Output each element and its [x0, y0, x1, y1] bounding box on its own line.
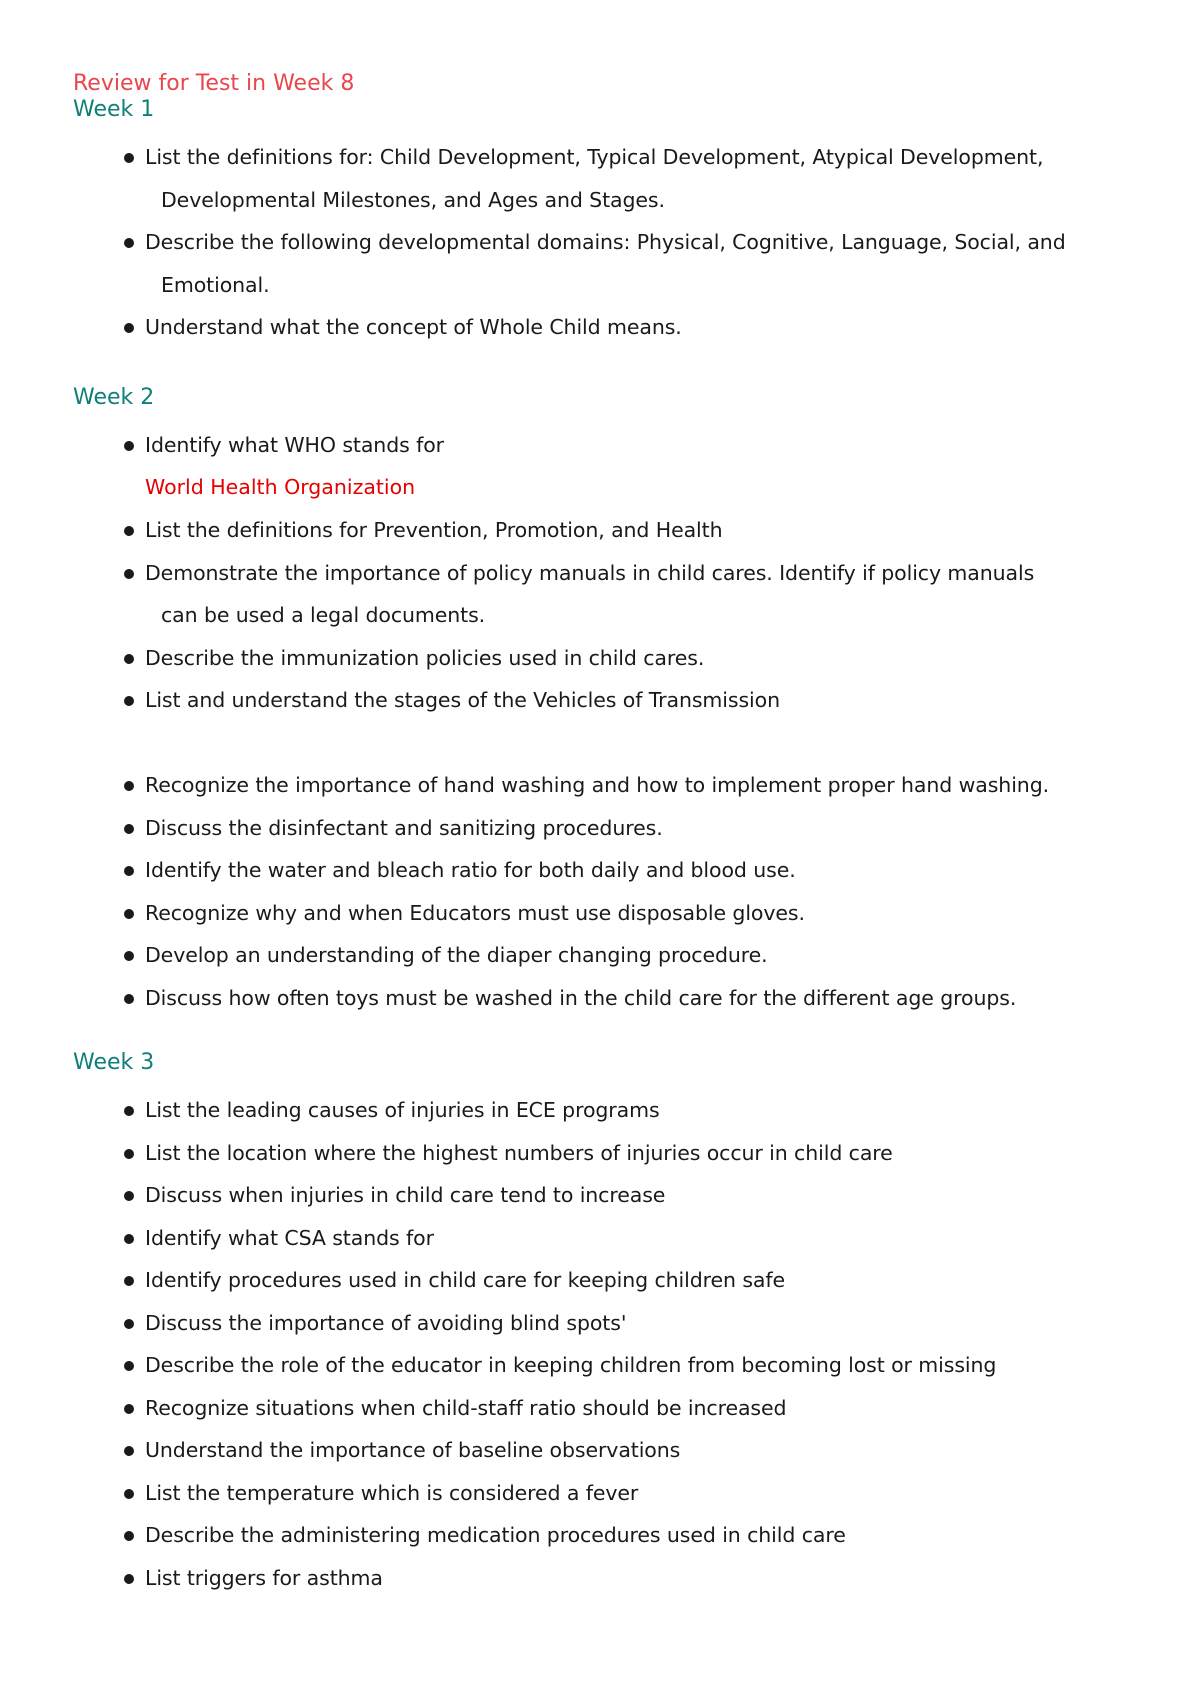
list-item [0, 1514, 1200, 1557]
list-item-text: Demonstrate the importance of policy manuals in child cares. Identify if policy manuals [145, 560, 1035, 585]
list-item-text: Identify the water and bleach ratio for both daily and blood use. [145, 858, 796, 882]
list-item [0, 1174, 1200, 1217]
bullet-icon [124, 951, 134, 961]
list-item [0, 1344, 1200, 1387]
bullet-icon [124, 781, 134, 791]
list-item-text: List and understand the stages of the Vehicles of Transmission [145, 688, 780, 712]
list-item [0, 221, 1200, 306]
list-item-text: Describe the administering medication procedures used in child care [145, 1523, 846, 1547]
week-2-list-b [0, 509, 1200, 722]
week-2-list-c [0, 764, 1200, 1019]
week-2-list-a [0, 424, 1200, 467]
list-item [0, 424, 1200, 467]
list-item [0, 977, 1200, 1020]
list-item-text: Identify procedures used in child care for keeping children safe [145, 1268, 785, 1292]
list-item [0, 509, 1200, 552]
list-item-text: Identify what CSA stands for [145, 1225, 434, 1250]
list-item [0, 1302, 1200, 1345]
list-item [0, 1132, 1200, 1175]
list-item [0, 136, 1200, 221]
bullet-icon [124, 1149, 134, 1159]
bullet-icon [124, 1234, 134, 1244]
list-item [0, 306, 1200, 349]
bullet-icon [124, 866, 134, 876]
bullet-icon [124, 323, 134, 333]
list-item [0, 1089, 1200, 1132]
bullet-icon [124, 1106, 134, 1116]
list-item-text: List the leading causes of injuries in ECE programs [145, 1098, 660, 1122]
document-title: Review for Test in Week 8 [73, 71, 355, 96]
list-item-text: List the temperature which is considered a fever [145, 1480, 639, 1505]
list-item [0, 552, 1200, 637]
bullet-icon [124, 909, 134, 919]
list-item-text: Describe the immunization policies used in child cares. [145, 645, 705, 670]
bullet-icon [124, 1319, 134, 1329]
bullet-icon [124, 1404, 134, 1414]
list-item-text: Understand the importance of baseline observations [145, 1438, 681, 1462]
list-item-text: Recognize the importance of hand washing and how to implement proper hand washing. [145, 773, 1050, 797]
week-1-heading: Week 1 [73, 97, 155, 122]
bullet-icon [124, 441, 134, 451]
week-2-heading: Week 2 [73, 385, 155, 410]
bullet-icon [124, 1276, 134, 1286]
week-1-list [0, 136, 1200, 349]
list-item-text: List the location where the highest numbers of injuries occur in child care [145, 1140, 893, 1165]
list-item [0, 1387, 1200, 1430]
bullet-icon [124, 1531, 134, 1541]
bullet-icon [124, 1191, 134, 1201]
bullet-icon [124, 153, 134, 163]
week-3-list [0, 1089, 1200, 1599]
list-item [0, 637, 1200, 680]
list-item [0, 1472, 1200, 1515]
list-item-text: Identify what WHO stands for [145, 433, 444, 457]
list-item [0, 1259, 1200, 1302]
list-item [0, 1217, 1200, 1260]
bullet-icon [124, 696, 134, 706]
bullet-icon [124, 994, 134, 1004]
list-item-text-continued: Emotional. [161, 272, 270, 297]
list-item-text: Discuss when injuries in child care tend to increase [145, 1183, 666, 1207]
bullet-icon [124, 824, 134, 834]
answer-text: World Health Organization [145, 475, 416, 499]
list-item-text: Discuss the importance of avoiding blind spots' [145, 1310, 627, 1335]
list-item-text: List the definitions for: Child Development, Typical Development, Atypical Development, [145, 145, 1044, 169]
list-item [0, 807, 1200, 850]
bullet-icon [124, 238, 134, 248]
bullet-icon [124, 1574, 134, 1584]
bullet-icon [124, 1446, 134, 1456]
bullet-icon [124, 526, 134, 536]
list-item [0, 892, 1200, 935]
list-item-text-continued: Developmental Milestones, and Ages and Stages. [161, 187, 665, 212]
list-item-text: Recognize situations when child-staff ratio should be increased [145, 1395, 787, 1420]
list-item [0, 934, 1200, 977]
list-item [0, 679, 1200, 722]
list-item [0, 1429, 1200, 1472]
list-item-text: Understand what the concept of Whole Child means. [145, 315, 682, 339]
bullet-icon [124, 1489, 134, 1499]
list-item-text: Discuss the disinfectant and sanitizing procedures. [145, 815, 663, 840]
list-item [0, 849, 1200, 892]
list-item-text: Develop an understanding of the diaper changing procedure. [145, 943, 768, 967]
list-item-text: List triggers for asthma [145, 1565, 383, 1590]
week-3-heading: Week 3 [73, 1050, 155, 1075]
bullet-icon [124, 1361, 134, 1371]
list-item-text: Discuss how often toys must be washed in the child care for the different age groups. [145, 985, 1017, 1010]
list-item [0, 1557, 1200, 1600]
list-item-text: Describe the role of the educator in keeping children from becoming lost or missing [145, 1353, 997, 1377]
list-item-text: List the definitions for Prevention, Promotion, and Health [145, 518, 723, 542]
list-item-text: Describe the following developmental domains: Physical, Cognitive, Language, Social, and [145, 230, 1066, 254]
list-item-text: Recognize why and when Educators must use disposable gloves. [145, 900, 805, 925]
list-item [0, 764, 1200, 807]
bullet-icon [124, 654, 134, 664]
list-item-text-continued: can be used a legal documents. [161, 603, 486, 627]
bullet-icon [124, 569, 134, 579]
